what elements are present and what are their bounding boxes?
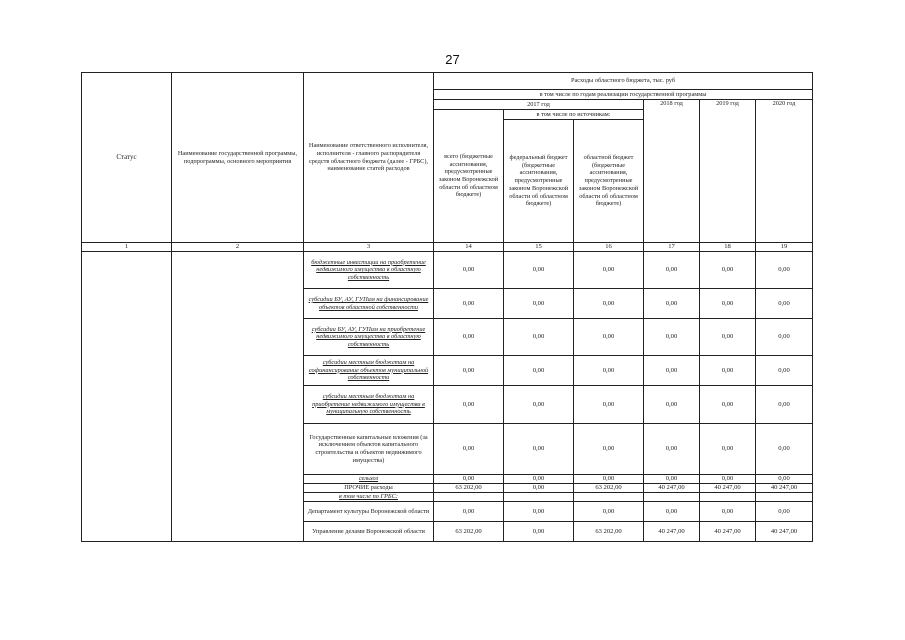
cell-regional xyxy=(574,493,644,502)
cell-2020: 40 247,00 xyxy=(756,484,813,493)
column-number: 1 xyxy=(82,243,172,252)
header-status: Статус xyxy=(82,73,172,243)
cell-federal xyxy=(504,493,574,502)
cell-federal: 0,00 xyxy=(504,424,574,475)
row-name: сельхоз xyxy=(304,475,434,484)
header-year-2017: 2017 год xyxy=(434,100,644,110)
cell-regional: 0,00 xyxy=(574,252,644,289)
cell-2019: 0,00 xyxy=(700,252,756,289)
cell-2020: 0,00 xyxy=(756,502,813,522)
cell-regional: 63 202,00 xyxy=(574,484,644,493)
column-number: 16 xyxy=(574,243,644,252)
cell-2019: 0,00 xyxy=(700,289,756,319)
cell-2019: 0,00 xyxy=(700,475,756,484)
column-number: 19 xyxy=(756,243,813,252)
budget-table xyxy=(81,72,813,542)
column-number: 3 xyxy=(304,243,434,252)
row-name: бюджетные инвестиции на приобретение недвижимого имущества в областную собственность xyxy=(304,252,434,289)
cell-federal: 0,00 xyxy=(504,484,574,493)
cell-2020: 0,00 xyxy=(756,289,813,319)
cell-regional: 0,00 xyxy=(574,319,644,356)
column-number: 15 xyxy=(504,243,574,252)
row-name: ПРОЧИЕ расходы xyxy=(304,484,434,493)
cell-2020: 0,00 xyxy=(756,252,813,289)
cell-total: 0,00 xyxy=(434,475,504,484)
cell-2018: 0,00 xyxy=(644,356,700,386)
cell-2020: 0,00 xyxy=(756,356,813,386)
column-number-row xyxy=(82,243,813,252)
cell-regional: 0,00 xyxy=(574,386,644,424)
cell-2018 xyxy=(644,493,700,502)
cell-2020: 0,00 xyxy=(756,424,813,475)
cell-2019: 0,00 xyxy=(700,502,756,522)
cell-total: 0,00 xyxy=(434,502,504,522)
cell-federal: 0,00 xyxy=(504,252,574,289)
row-name: Управление делами Воронежской области xyxy=(304,522,434,542)
cell-2019: 40 247,00 xyxy=(700,522,756,542)
cell-federal: 0,00 xyxy=(504,475,574,484)
header-year-2018: 2018 год xyxy=(644,100,700,243)
cell-total: 0,00 xyxy=(434,319,504,356)
cell-2019: 0,00 xyxy=(700,386,756,424)
column-number: 18 xyxy=(700,243,756,252)
cell-2020: 0,00 xyxy=(756,386,813,424)
cell-2020: 40 247,00 xyxy=(756,522,813,542)
header-federal: федеральный бюджет (бюджетные ассигнования, предусмотренные законом Воронежской области об областном бюджете) xyxy=(504,120,574,243)
cell-federal: 0,00 xyxy=(504,319,574,356)
cell-total: 63 202,00 xyxy=(434,522,504,542)
cell-2019: 0,00 xyxy=(700,319,756,356)
cell-total: 0,00 xyxy=(434,424,504,475)
cell-federal: 0,00 xyxy=(504,289,574,319)
header-budget-title: Расходы областного бюджета, тыс. руб xyxy=(434,73,813,90)
cell-2019: 0,00 xyxy=(700,356,756,386)
header-year-2019: 2019 год xyxy=(700,100,756,243)
program-cell xyxy=(172,252,304,542)
cell-2019: 40 247,00 xyxy=(700,484,756,493)
cell-2018: 0,00 xyxy=(644,252,700,289)
row-name: субсидии БУ, АУ, ГУПам на приобретение недвижимого имущества в областную собственность xyxy=(304,319,434,356)
cell-regional: 63 202,00 xyxy=(574,522,644,542)
row-name: субсидии БУ, АУ, ГУПам на финансирование объектов областной собственности xyxy=(304,289,434,319)
row-name: в том числе по ГРБС: xyxy=(304,493,434,502)
page-number: 27 xyxy=(445,52,460,67)
cell-total: 63 202,00 xyxy=(434,484,504,493)
row-name: субсидии местным бюджетам на приобретение недвижимого имущества в муниципальную собственность xyxy=(304,386,434,424)
cell-2020 xyxy=(756,493,813,502)
column-number: 17 xyxy=(644,243,700,252)
row-name: Департамент культуры Воронежской области xyxy=(304,502,434,522)
cell-2019 xyxy=(700,493,756,502)
header-responsible: Наименование ответственного исполнителя, исполнителя - главного распорядителя средств областного бюджета (далее - ГРБС), наименование статей расходов xyxy=(304,73,434,243)
row-name: Государственные капитальные вложения (за исключением объектов капитального строительства и объектов недвижимого имущества) xyxy=(304,424,434,475)
cell-2018: 0,00 xyxy=(644,289,700,319)
cell-regional: 0,00 xyxy=(574,502,644,522)
cell-total: 0,00 xyxy=(434,386,504,424)
cell-2018: 0,00 xyxy=(644,424,700,475)
cell-2018: 40 247,00 xyxy=(644,484,700,493)
cell-regional: 0,00 xyxy=(574,356,644,386)
header-program-name: Наименование государственной программы, подпрограммы, основного мероприятия xyxy=(172,73,304,243)
status-cell xyxy=(82,252,172,542)
cell-total xyxy=(434,493,504,502)
cell-2018: 0,00 xyxy=(644,475,700,484)
cell-total: 0,00 xyxy=(434,289,504,319)
cell-2020: 0,00 xyxy=(756,475,813,484)
cell-2018: 0,00 xyxy=(644,502,700,522)
cell-2019: 0,00 xyxy=(700,424,756,475)
header-regional: областной бюджет (бюджетные ассигнования, предусмотренные законом Воронежской области об областном бюджете) xyxy=(574,120,644,243)
cell-2018: 0,00 xyxy=(644,319,700,356)
header-by-years: в том числе по годам реализации государственной программы xyxy=(434,90,813,100)
cell-federal: 0,00 xyxy=(504,356,574,386)
cell-federal: 0,00 xyxy=(504,502,574,522)
cell-regional: 0,00 xyxy=(574,424,644,475)
row-name: субсидии местным бюджетам на софинансирование объектов муниципальной собственности xyxy=(304,356,434,386)
column-number: 14 xyxy=(434,243,504,252)
cell-2018: 0,00 xyxy=(644,386,700,424)
header-by-sources: в том числе по источникам: xyxy=(504,110,644,120)
cell-total: 0,00 xyxy=(434,252,504,289)
cell-total: 0,00 xyxy=(434,356,504,386)
cell-regional: 0,00 xyxy=(574,475,644,484)
column-number: 2 xyxy=(172,243,304,252)
cell-federal: 0,00 xyxy=(504,522,574,542)
header-total: всего (бюджетные ассигнования, предусмотренные законом Воронежской области об областном бюджете) xyxy=(434,110,504,243)
header-year-2020: 2020 год xyxy=(756,100,813,243)
cell-regional: 0,00 xyxy=(574,289,644,319)
cell-federal: 0,00 xyxy=(504,386,574,424)
cell-2018: 40 247,00 xyxy=(644,522,700,542)
cell-2020: 0,00 xyxy=(756,319,813,356)
table-row xyxy=(82,252,813,289)
